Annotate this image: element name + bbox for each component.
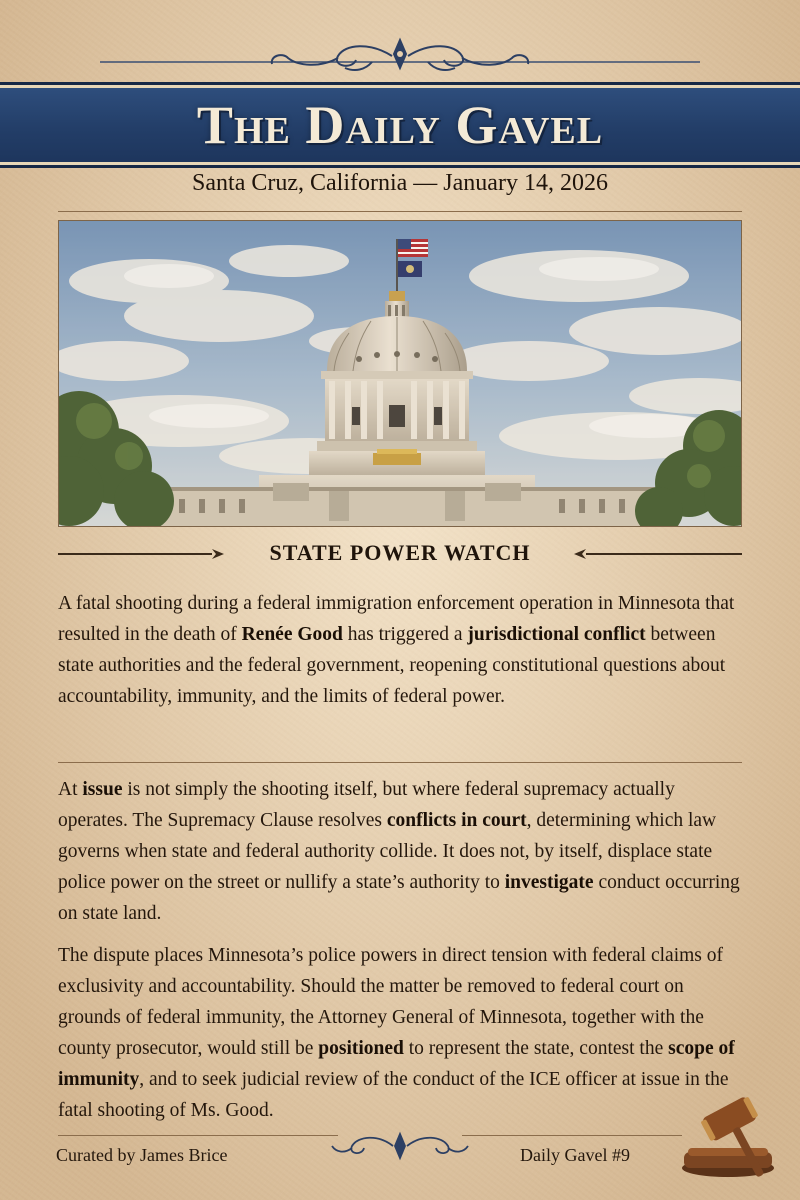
paragraph-segment: A fatal shooting during a federal immigration enforcement operation in Minnesota that resulted in the death of [58, 593, 735, 645]
bold-phrase: scope of immunity [58, 1038, 735, 1090]
paragraph-segment: is not simply the shooting itself, but where federal supremacy actually operates. The Supremacy Clause resolves [58, 779, 675, 831]
article-paragraph-2 [58, 774, 742, 929]
capitol-photo [58, 220, 742, 527]
article-paragraph-3 [58, 940, 742, 1126]
bold-phrase: issue [82, 779, 123, 800]
bold-phrase: investigate [504, 872, 594, 893]
paragraph-segment: , and to seek judicial review of the conduct of the ICE officer at issue in the fatal shooting of Ms. Good. [58, 1069, 729, 1121]
dateline-divider [58, 211, 742, 212]
bold-phrase: Renée Good [241, 624, 343, 645]
article-paragraph-1 [58, 588, 742, 712]
paragraph-segment: conduct occurring on state land. [58, 872, 740, 924]
footer-divider [462, 1135, 682, 1136]
bold-phrase: positioned [318, 1038, 404, 1059]
masthead-title: The Daily Gavel [196, 95, 604, 155]
flourish-ornament-icon [0, 34, 800, 78]
paragraph-segment: , determining which law governs when state and federal authority collide. It does not, by itself, displace state police power on the street or nullify a state’s authority to [58, 810, 717, 893]
paragraph-segment: between state authorities and the federal government, reopening constitutional questions about accountability, immunity, and the limits of federal power. [58, 624, 726, 707]
paragraph-segment: to represent the state, contest the [403, 1038, 669, 1059]
footer-curator: Curated by James Brice [56, 1145, 228, 1165]
section-title: STATE POWER WATCH [269, 540, 531, 565]
masthead-banner [0, 82, 800, 168]
footer-flourish-icon [330, 1128, 470, 1168]
paragraph-divider [58, 762, 742, 763]
bold-phrase: jurisdictional conflict [467, 624, 646, 645]
paragraph-segment: At [58, 779, 83, 800]
footer-issue-number: Daily Gavel #9 [520, 1145, 630, 1165]
dateline: Santa Cruz, California — January 14, 2026 [192, 170, 608, 196]
footer-divider [58, 1135, 338, 1136]
paragraph-segment: has triggered a [342, 624, 468, 645]
paragraph-segment: The dispute places Minnesota’s police powers in direct tension with federal claims of exclusivity and accountability. Should the matter be removed to federal court on grounds of federal immunity, the Attorney General of Minnesota, together with the county prosecutor, would still be [58, 945, 723, 1059]
bold-phrase: conflicts in court [386, 810, 527, 831]
gavel-icon [676, 1080, 800, 1180]
